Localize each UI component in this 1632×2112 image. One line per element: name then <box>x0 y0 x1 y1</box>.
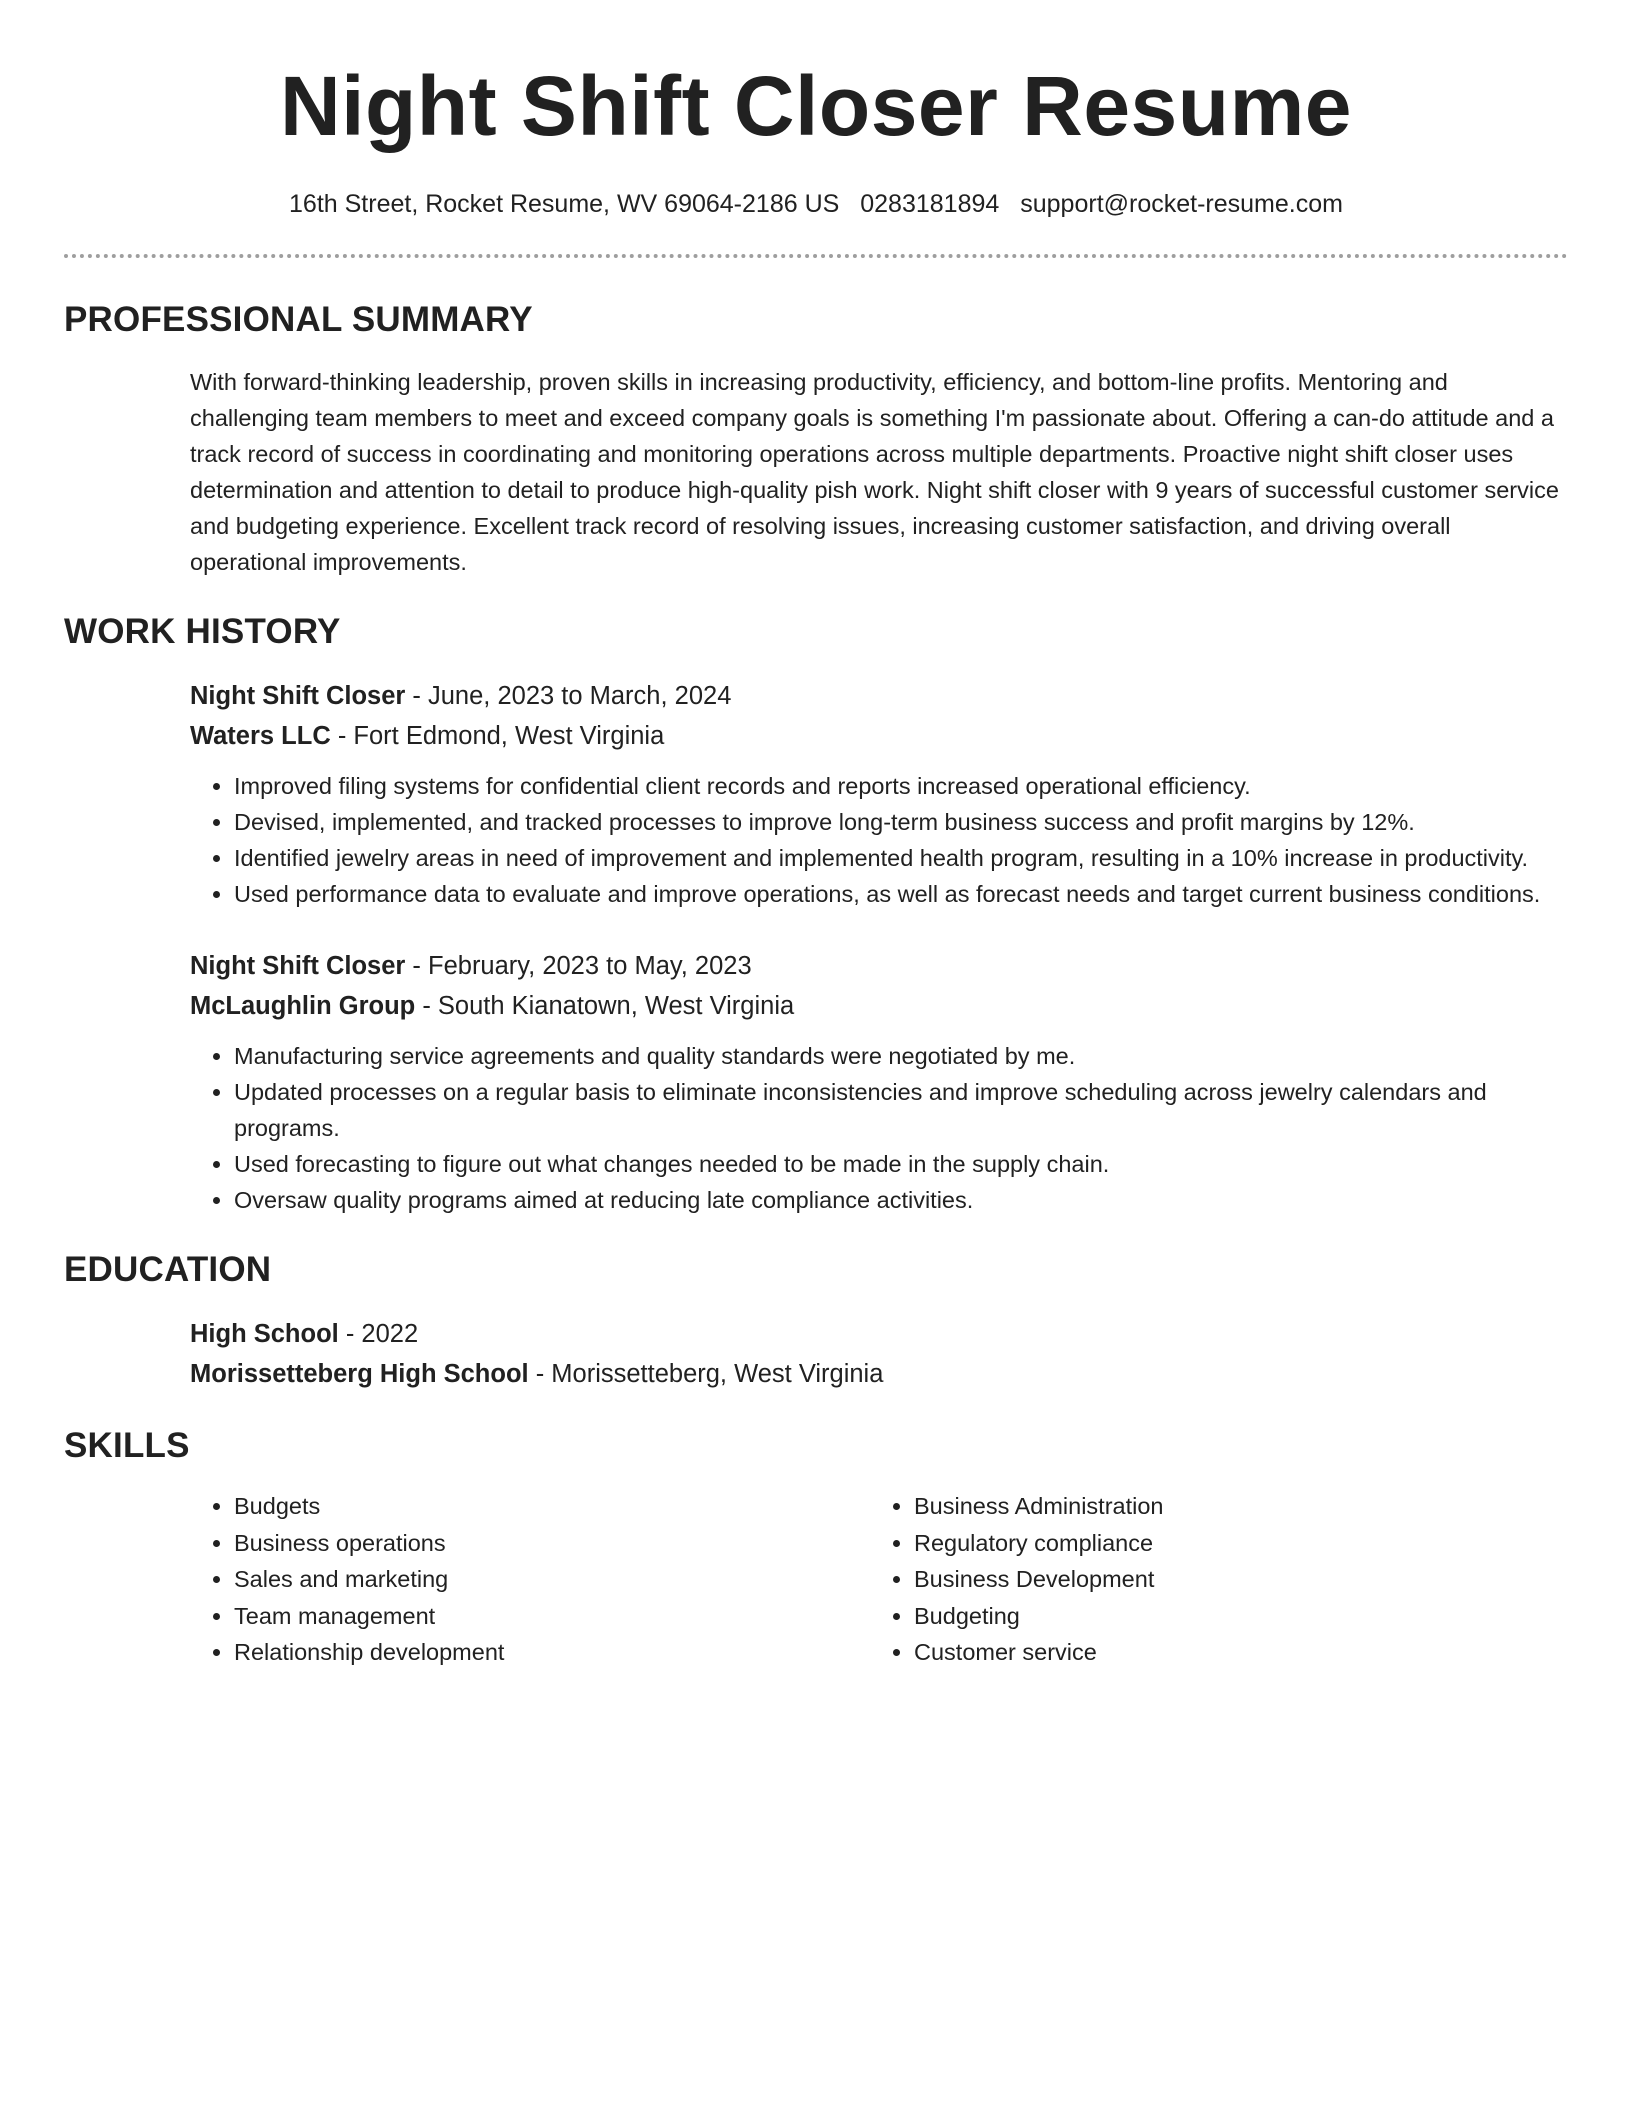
header-divider <box>64 254 1568 258</box>
work-history-heading: WORK HISTORY <box>64 612 341 651</box>
education-school-line <box>190 1354 1568 1394</box>
list-item: • Business Administration <box>914 1488 1550 1525</box>
job-bullets <box>190 768 1568 912</box>
skills-grid <box>190 1488 1568 1671</box>
skills-column-right <box>870 1488 1550 1671</box>
skills-section <box>64 1424 1568 1671</box>
list-item: • Business Development <box>914 1561 1550 1598</box>
education-section <box>64 1248 1568 1394</box>
summary-heading: PROFESSIONAL SUMMARY <box>64 300 533 339</box>
job-role: Night Shift Closer <box>190 952 406 980</box>
job-role-line <box>190 946 1568 986</box>
job-dates: - June, 2023 to March, 2024 <box>405 682 732 710</box>
job-role-line <box>190 676 1568 716</box>
job-bullets <box>190 1038 1568 1218</box>
list-item: • Relationship development <box>234 1634 870 1671</box>
job-company: Waters LLC <box>190 722 331 750</box>
job-location: - Fort Edmond, West Virginia <box>330 722 665 750</box>
job-company: McLaughlin Group <box>190 992 416 1020</box>
list-item: • Budgets <box>234 1488 870 1525</box>
work-history-section <box>64 610 1568 1218</box>
job-company-line <box>190 716 1568 756</box>
job-role: Night Shift Closer <box>190 682 406 710</box>
list-item: • Budgeting <box>914 1598 1550 1635</box>
contact-phone: 0283181894 <box>860 190 1000 218</box>
list-item: • Business operations <box>234 1525 870 1562</box>
contact-address: 16th Street, Rocket Resume, WV 69064-2186 US <box>289 190 840 218</box>
list-item: • Manufacturing service agreements and quality standards were negotiated by me. <box>234 1038 1568 1074</box>
summary-section <box>64 298 1568 580</box>
skills-column-left <box>190 1488 870 1671</box>
contact-line <box>64 186 1568 222</box>
list-item: • Devised, implemented, and tracked processes to improve long-term business success and profit margins by 12%. <box>234 804 1568 840</box>
list-item: • Team management <box>234 1598 870 1635</box>
job-entry <box>190 946 1568 1218</box>
education-school: Morissetteberg High School <box>190 1360 529 1388</box>
education-year: - 2022 <box>338 1320 419 1348</box>
job-company-line <box>190 986 1568 1026</box>
list-item: • Oversaw quality programs aimed at reducing late compliance activities. <box>234 1182 1568 1218</box>
education-location: - Morissetteberg, West Virginia <box>528 1360 884 1388</box>
education-degree-line <box>190 1314 1568 1354</box>
list-item: • Regulatory compliance <box>914 1525 1550 1562</box>
job-location: - South Kianatown, West Virginia <box>415 992 795 1020</box>
list-item: • Improved filing systems for confidential client records and reports increased operational efficiency. <box>234 768 1568 804</box>
education-degree: High School <box>190 1320 339 1348</box>
list-item: • Updated processes on a regular basis to eliminate inconsistencies and improve scheduling across jewelry calendars and programs. <box>234 1074 1568 1146</box>
resume-header <box>64 0 1568 222</box>
summary-text: With forward-thinking leadership, proven skills in increasing productivity, efficiency, and bottom-line profits. Mentoring and challenging team members to meet and exceed company goals is something I'm passionate about. Offering a can-do attitude and a track record of success in coordinating and monitoring operations across multiple departments. Proactive night shift closer uses determination and attention to detail to produce high-quality pish work. Night shift closer with 9 years of successful customer service and budgeting experience. Excellent track record of resolving issues, increasing customer satisfaction, and driving overall operational improvements. <box>190 369 1559 575</box>
list-item: • Customer service <box>914 1634 1550 1671</box>
job-entry <box>190 676 1568 912</box>
job-dates: - February, 2023 to May, 2023 <box>405 952 752 980</box>
resume-title: Night Shift Closer Resume <box>280 59 1352 153</box>
skills-heading: SKILLS <box>64 1426 190 1465</box>
list-item: • Sales and marketing <box>234 1561 870 1598</box>
list-item: • Identified jewelry areas in need of improvement and implemented health program, resulting in a 10% increase in productivity. <box>234 840 1568 876</box>
list-item: • Used forecasting to figure out what changes needed to be made in the supply chain. <box>234 1146 1568 1182</box>
list-item: • Used performance data to evaluate and improve operations, as well as forecast needs and target current business conditions. <box>234 876 1568 912</box>
education-heading: EDUCATION <box>64 1250 272 1289</box>
contact-email: support@rocket-resume.com <box>1020 190 1343 218</box>
